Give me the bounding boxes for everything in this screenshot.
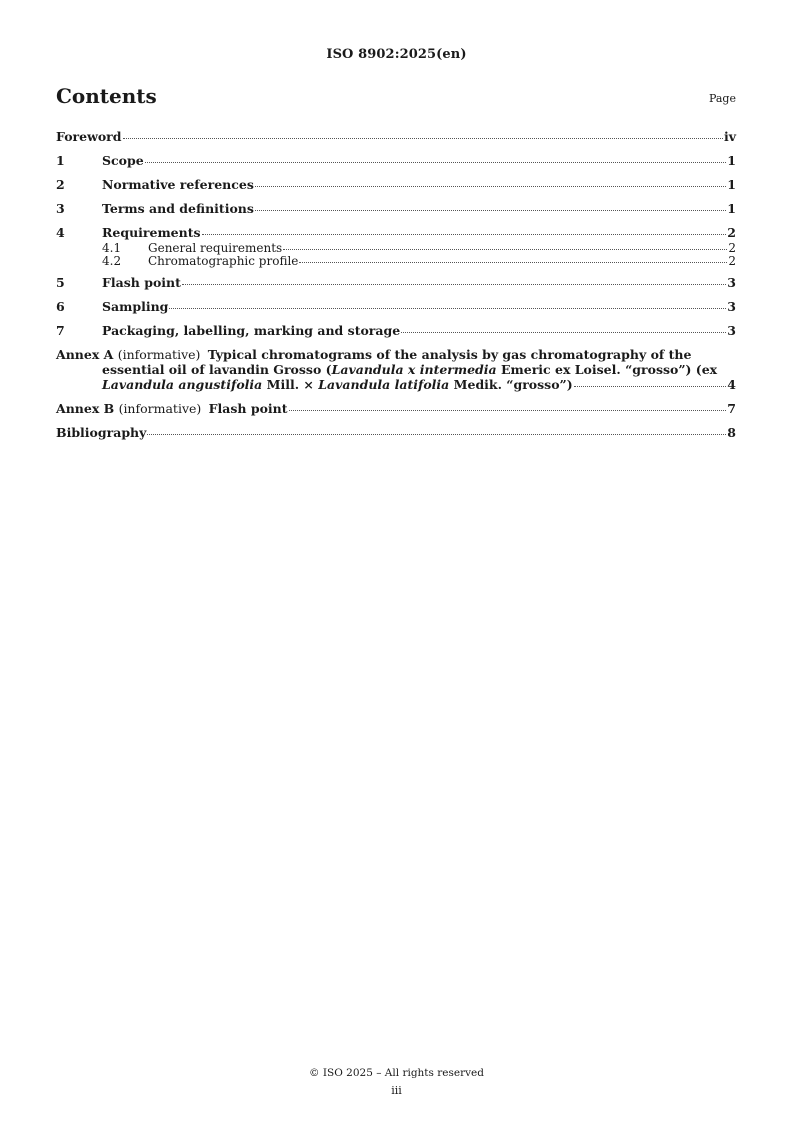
toc-entry-terms-and-definitions[interactable] bbox=[56, 200, 736, 218]
toc-entry-page: 1 bbox=[727, 177, 736, 192]
toc-entry-page: 3 bbox=[727, 323, 736, 338]
toc-entry-number: 4 bbox=[56, 225, 65, 240]
annex-title-italic: Lavandula x intermedia bbox=[331, 362, 497, 377]
toc-entry-title: General requirements bbox=[148, 241, 283, 255]
dot-leader bbox=[299, 261, 727, 263]
toc-entry-number: 4.1 bbox=[102, 241, 122, 255]
toc-entry-scope[interactable] bbox=[56, 152, 736, 170]
toc-entry-title: Scope bbox=[102, 153, 144, 168]
toc-entry-title: Sampling bbox=[102, 299, 169, 314]
annex-title-part: Typical chromatograms of the analysis by gas chromatography of the bbox=[207, 347, 692, 362]
toc-entry-title: Requirements bbox=[102, 225, 201, 240]
dot-leader bbox=[123, 137, 723, 139]
toc-entry-page: 2 bbox=[727, 225, 736, 240]
annex-title-part: essential oil of lavandin Grosso ( bbox=[102, 362, 332, 377]
annex-title-part: Mill. × bbox=[262, 377, 319, 392]
toc-entry-number: 3 bbox=[56, 201, 65, 216]
toc-entry-title: Chromatographic profile bbox=[148, 254, 299, 268]
toc-entry-flash-point[interactable] bbox=[56, 274, 736, 292]
dot-leader bbox=[283, 248, 727, 250]
dot-leader bbox=[289, 409, 727, 411]
dot-leader bbox=[202, 233, 727, 235]
dot-leader bbox=[574, 385, 727, 387]
dot-leader bbox=[401, 331, 726, 333]
toc-entry-foreword[interactable] bbox=[56, 128, 736, 146]
toc-entry-page: 8 bbox=[727, 425, 736, 440]
toc-entry-page: 7 bbox=[727, 401, 736, 416]
toc-entry-title: Foreword bbox=[56, 129, 122, 144]
toc-entry-page: 3 bbox=[727, 299, 736, 314]
annex-a-line-1 bbox=[56, 347, 736, 362]
toc-entry-packaging[interactable] bbox=[56, 322, 736, 340]
footer-page-number: iii bbox=[391, 1084, 402, 1097]
annex-type: (informative) bbox=[118, 401, 202, 416]
toc-entry-number: 4.2 bbox=[102, 254, 122, 268]
dot-leader bbox=[147, 433, 726, 435]
toc-entry-page: 1 bbox=[727, 153, 736, 168]
toc-entry-number: 7 bbox=[56, 323, 65, 338]
toc-entry-page: iv bbox=[723, 129, 736, 144]
toc-entry-page: 2 bbox=[728, 241, 736, 255]
toc-entry-title: Bibliography bbox=[56, 425, 147, 440]
dot-leader bbox=[255, 209, 726, 211]
toc-entry-title: Flash point bbox=[102, 275, 181, 290]
toc-entry-page: 2 bbox=[728, 254, 736, 268]
toc-entry-page: 3 bbox=[727, 275, 736, 290]
table-of-contents bbox=[56, 128, 736, 442]
dot-leader bbox=[182, 283, 726, 285]
toc-entry-annex-b[interactable] bbox=[56, 400, 736, 418]
toc-entry-title: Normative references bbox=[102, 177, 254, 192]
dot-leader bbox=[145, 161, 727, 163]
annex-title-part: Medik. “grosso”) bbox=[449, 377, 573, 392]
toc-entry-requirements[interactable] bbox=[56, 224, 736, 242]
dot-leader bbox=[255, 185, 726, 187]
dot-leader bbox=[169, 307, 726, 309]
document-id: ISO 8902:2025(en) bbox=[326, 47, 467, 62]
toc-entry-chromatographic-profile[interactable] bbox=[56, 255, 736, 268]
annex-prefix: Annex A bbox=[56, 347, 114, 362]
toc-entry-annex-a[interactable] bbox=[56, 347, 736, 392]
toc-entry-number: 6 bbox=[56, 299, 65, 314]
toc-entry-page: 1 bbox=[727, 201, 736, 216]
annex-title-italic: Lavandula latifolia bbox=[318, 377, 450, 392]
annex-title: Flash point bbox=[208, 401, 288, 416]
toc-entry-title: Terms and definitions bbox=[102, 201, 254, 216]
toc-entry-normative-references[interactable] bbox=[56, 176, 736, 194]
annex-title-italic: Lavandula angustifolia bbox=[102, 377, 263, 392]
toc-entry-number: 5 bbox=[56, 275, 65, 290]
toc-entry-page: 4 bbox=[727, 377, 736, 392]
toc-entry-title: Packaging, labelling, marking and storage bbox=[102, 323, 401, 338]
toc-entry-number: 2 bbox=[56, 177, 65, 192]
contents-title: Contents bbox=[56, 84, 157, 108]
toc-entry-number: 1 bbox=[56, 153, 65, 168]
annex-prefix: Annex B bbox=[56, 401, 115, 416]
annex-a-line-2 bbox=[56, 362, 736, 377]
toc-entry-bibliography[interactable] bbox=[56, 424, 736, 442]
annex-type: (informative) bbox=[117, 347, 201, 362]
annex-title-part: Emeric ex Loisel. “grosso”) (ex bbox=[496, 362, 718, 377]
footer-copyright: © ISO 2025 – All rights reserved bbox=[309, 1067, 484, 1079]
page-column-label: Page bbox=[708, 92, 736, 105]
toc-entry-sampling[interactable] bbox=[56, 298, 736, 316]
annex-a-line-3 bbox=[56, 377, 736, 392]
